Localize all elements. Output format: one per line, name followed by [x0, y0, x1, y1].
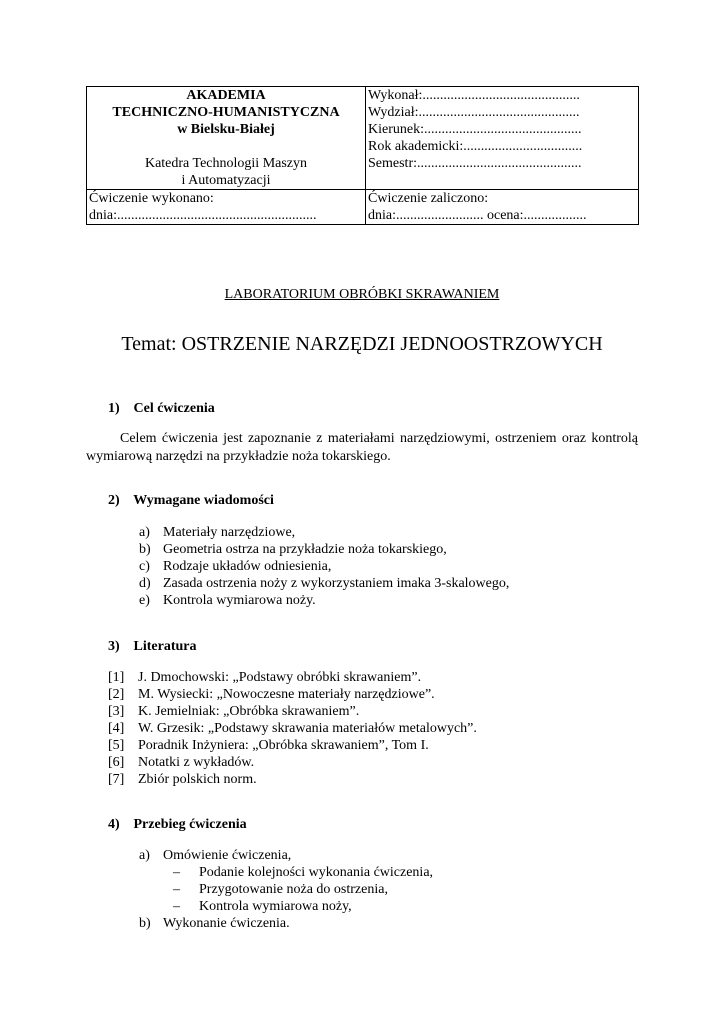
list-item [139, 541, 509, 558]
citation-text: Notatki z wykładów. [138, 755, 255, 770]
list-marker: c) [139, 559, 150, 574]
sublist-item-text: Przygotowanie noża do ostrzenia, [199, 882, 388, 897]
section-2-title: Wymagane wiadomości [133, 493, 274, 508]
procedure-sublist [139, 864, 433, 915]
institution-city: w Bielsku-Białej [177, 122, 275, 137]
list-item [139, 847, 433, 915]
list-item-text: Geometria ostrza na przykładzie noża tokarskiego, [163, 542, 447, 557]
citation-number: [3] [108, 704, 125, 719]
institution-name-line1: AKADEMIA [186, 88, 266, 103]
section-1-text: Celem ćwiczenia jest zapoznanie z materiałami narzędziowymi, ostrzeniem oraz kontrolą wymiarową narzędzi na przykładzie noża tokarskiego. [86, 431, 638, 464]
exercise-done-cell [87, 190, 366, 225]
citation-text: W. Grzesik: „Podstawy skrawania materiałów metalowych”. [138, 721, 477, 736]
field-author: Wykonał:............................................. [368, 88, 580, 103]
literature-item [108, 703, 477, 720]
procedure-list [139, 847, 433, 932]
citation-number: [4] [108, 721, 125, 736]
header-table [86, 86, 639, 225]
field-semester: Semestr:............................................... [368, 156, 582, 171]
section-3-heading [108, 638, 196, 655]
sublist-item [173, 864, 433, 881]
section-4-heading [108, 816, 247, 833]
section-1-title: Cel ćwiczenia [133, 401, 215, 416]
list-item [139, 558, 509, 575]
citation-number: [5] [108, 738, 125, 753]
field-academic-year: Rok akademicki:.................................. [368, 139, 583, 154]
dash-marker: – [173, 882, 180, 897]
citation-text: M. Wysiecki: „Nowoczesne materiały narzędziowe”. [138, 687, 435, 702]
citation-number: [1] [108, 670, 125, 685]
literature-item [108, 737, 477, 754]
list-item-text: Zasada ostrzenia noży z wykorzystaniem imaka 3-skalowego, [163, 576, 510, 591]
list-marker: a) [139, 848, 150, 863]
section-1-heading [108, 400, 215, 417]
list-marker: b) [139, 916, 151, 931]
citation-text: J. Dmochowski: „Podstawy obróbki skrawaniem”. [138, 670, 422, 685]
list-item-text: Omówienie ćwiczenia, [163, 848, 292, 863]
field-faculty: Wydział:.............................................. [368, 105, 580, 120]
required-knowledge-list [139, 524, 509, 609]
sublist-item-text: Podanie kolejności wykonania ćwiczenia, [199, 865, 434, 880]
list-item [139, 915, 433, 932]
field-major: Kierunek:............................................. [368, 122, 582, 137]
dash-marker: – [173, 899, 180, 914]
institution-cell [87, 87, 366, 190]
exercise-passed-cell [366, 190, 639, 225]
sublist-item-text: Kontrola wymiarowa noży, [199, 899, 352, 914]
list-marker: d) [139, 576, 151, 591]
citation-number: [7] [108, 772, 125, 787]
section-4-number: 4) [108, 817, 120, 832]
literature-list [108, 669, 477, 788]
list-item [139, 524, 509, 541]
literature-item [108, 720, 477, 737]
list-item [139, 592, 509, 609]
section-2-heading [108, 492, 274, 509]
topic-title: Temat: OSTRZENIE NARZĘDZI JEDNOOSTRZOWYCH [121, 333, 603, 355]
sublist-item [173, 898, 433, 915]
list-item-text: Rodzaje układów odniesienia, [163, 559, 332, 574]
list-marker: b) [139, 542, 151, 557]
list-marker: a) [139, 525, 150, 540]
section-2-number: 2) [108, 493, 120, 508]
literature-item [108, 754, 477, 771]
section-1-paragraph [86, 430, 638, 466]
literature-item [108, 669, 477, 686]
department-line2: i Automatyzacji [181, 173, 271, 188]
citation-number: [6] [108, 755, 125, 770]
student-info-cell [366, 87, 639, 190]
citation-text: Zbiór polskich norm. [138, 772, 257, 787]
list-item [139, 575, 509, 592]
citation-number: [2] [108, 687, 125, 702]
section-3-number: 3) [108, 639, 120, 654]
exercise-passed-label: Ćwiczenie zaliczono: [368, 191, 489, 206]
exercise-done-date: dnia:......................................................... [89, 208, 317, 223]
exercise-done-label: Ćwiczenie wykonano: [89, 191, 214, 206]
section-1-number: 1) [108, 401, 120, 416]
list-item-text: Materiały narzędziowe, [163, 525, 296, 540]
exercise-passed-date: dnia:......................... ocena:.................. [368, 208, 587, 223]
department-line1: Katedra Technologii Maszyn [144, 156, 308, 171]
literature-item [108, 771, 477, 788]
section-3-title: Literatura [133, 639, 197, 654]
section-4-title: Przebieg ćwiczenia [133, 817, 247, 832]
sublist-item [173, 881, 433, 898]
spacer [89, 138, 363, 155]
literature-item [108, 686, 477, 703]
list-marker: e) [139, 593, 150, 608]
institution-name-line2: TECHNICZNO-HUMANISTYCZNA [112, 105, 340, 120]
citation-text: K. Jemielniak: „Obróbka skrawaniem”. [138, 704, 360, 719]
citation-text: Poradnik Inżyniera: „Obróbka skrawaniem”, Tom I. [138, 738, 429, 753]
dash-marker: – [173, 865, 180, 880]
list-item-text: Wykonanie ćwiczenia. [163, 916, 290, 931]
lab-title: LABORATORIUM OBRÓBKI SKRAWANIEM [224, 287, 500, 302]
list-item-text: Kontrola wymiarowa noży. [163, 593, 316, 608]
